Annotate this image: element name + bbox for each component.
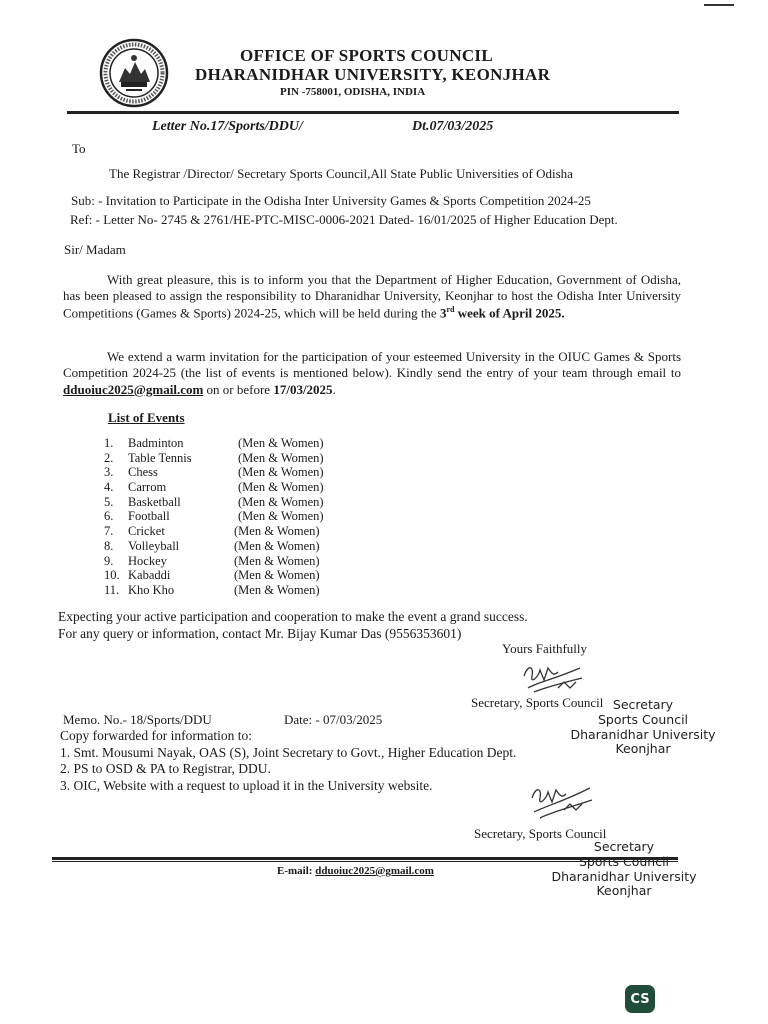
- paragraph-2: We extend a warm invitation for the participation of your esteemed University in the OIUC Games & Sports Competition 2024-25 (the list of events is mentioned below). Kindly send the entry of your team through email to dduoiuc2025@gmail.com on or before 17/03/2025.: [63, 349, 681, 397]
- memo-number: Memo. No.- 18/Sports/DDU: [63, 712, 212, 727]
- list-item: 3. Chess (Men & Women): [104, 465, 324, 480]
- official-stamp-1: Secretary Sports Council Dharanidhar University Keonjhar: [570, 697, 716, 757]
- to-label: To: [72, 141, 86, 156]
- letter-number: Letter No.17/Sports/DDU/: [152, 119, 303, 134]
- paragraph-1: With great pleasure, this is to inform you that the Department of Higher Education, Government of Odisha, has been pleased to assign the responsibility to Dharanidhar University, Keonjhar to host the Odisha Inter University Competitions (Games & Sports) 2024-25, which will be held during the 3rd week of April 2025.: [63, 272, 681, 320]
- list-item: 3. OIC, Website with a request to upload it in the University website.: [60, 778, 433, 794]
- office-title: OFFICE OF SPORTS COUNCIL: [240, 46, 493, 65]
- list-item: 4. Carrom (Men & Women): [104, 480, 324, 495]
- footer-email-link[interactable]: dduoiuc2025@gmail.com: [315, 865, 434, 877]
- corner-mark: [704, 4, 734, 6]
- list-item: 2. PS to OSD & PA to Registrar, DDU.: [60, 761, 271, 777]
- salutation: Sir/ Madam: [64, 242, 126, 257]
- reference-line: Ref: - Letter No- 2745 & 2761/HE-PTC-MISC-0006-2021 Dated- 16/01/2025 of Higher Education Dept.: [70, 212, 618, 227]
- list-item: 8. Volleyball (Men & Women): [104, 538, 320, 553]
- signature-1: [518, 658, 588, 698]
- signatory-title-1: Secretary, Sports Council: [471, 695, 604, 710]
- header-divider: [67, 111, 679, 114]
- addressee: The Registrar /Director/ Secretary Sports Council,All State Public Universities of Odisha: [109, 166, 573, 181]
- memo-date: Date: - 07/03/2025: [284, 712, 383, 727]
- events-list: [104, 436, 404, 598]
- list-item: 2. Table Tennis (Men & Women): [104, 450, 324, 465]
- events-title: List of Events: [108, 410, 185, 425]
- letter-date: Dt.07/03/2025: [412, 119, 494, 134]
- list-item: 11. Kho Kho (Men & Women): [104, 582, 320, 597]
- footer-email: E-mail: dduoiuc2025@gmail.com: [277, 865, 434, 877]
- camscanner-logo-icon: CS: [625, 985, 655, 1013]
- footer-divider-thin: [52, 861, 678, 862]
- list-item: 10. Kabaddi (Men & Women): [104, 568, 320, 583]
- list-item: 7. Cricket (Men & Women): [104, 524, 320, 539]
- university-seal-icon: [99, 38, 169, 108]
- footer-divider: [52, 857, 678, 860]
- pin-address: PIN -758001, ODISHA, INDIA: [280, 86, 426, 98]
- list-item: 9. Hockey (Men & Women): [104, 553, 320, 568]
- closing-text: Expecting your active participation and cooperation to make the event a grand success. For any query or information, contact Mr. Bijay Kumar Das (9556353601): [58, 609, 528, 641]
- signatory-title-2: Secretary, Sports Council: [474, 826, 607, 841]
- official-stamp-2: Secretary Dharanidhar University Keonjhar: [551, 839, 697, 899]
- signature-2: [526, 778, 596, 822]
- yours-faithfully: Yours Faithfully: [502, 641, 588, 656]
- university-title: DHARANIDHAR UNIVERSITY, KEONJHAR: [195, 65, 551, 84]
- entry-email-link[interactable]: dduoiuc2025@gmail.com: [63, 381, 204, 397]
- list-item: 1. Smt. Mousumi Nayak, OAS (S), Joint Secretary to Govt., Higher Education Dept.: [60, 744, 517, 760]
- list-item: 5. Basketball (Men & Women): [104, 494, 324, 509]
- copy-forwarded: Copy forwarded for information to: 1. Smt. Mousumi Nayak, OAS (S), Joint Secretary to Govt., Higher Education Dept. 2. PS to OSD & PA to Registrar, DDU. 3. OIC, Website with a request to upload it in the University website.: [60, 728, 517, 794]
- subject-line: Sub: - Invitation to Participate in the Odisha Inter University Games & Sports Competition 2024-25: [71, 193, 591, 208]
- list-item: 6. Football (Men & Women): [104, 509, 324, 524]
- list-item: 1. Badminton (Men & Women): [104, 436, 324, 450]
